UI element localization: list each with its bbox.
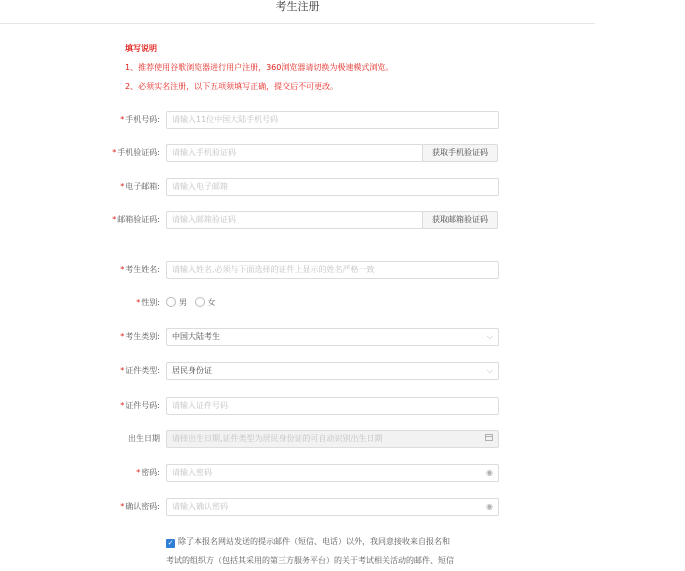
phone-code-input[interactable]: 请输入手机验证码 <box>166 144 423 162</box>
instructions <box>125 39 393 96</box>
consent-block <box>166 532 506 570</box>
gender-radio-group <box>166 294 221 312</box>
instructions-line-1: 1、推荐使用谷歌浏览器进行用户注册，360浏览器请切换为极速模式浏览。 <box>125 63 394 72</box>
required-mark: * <box>136 298 141 307</box>
phone-row <box>0 111 685 129</box>
password-row <box>0 464 685 482</box>
gender-row <box>0 294 685 312</box>
password-placeholder: 请输入密码 <box>172 468 212 477</box>
birthdate-placeholder: 请择出生日期,证件类型为居民身份证的可自动识别出生日期 <box>172 434 383 443</box>
id-number-row <box>0 397 685 415</box>
chevron-down-icon: ⌵ <box>486 366 493 375</box>
email-row <box>0 178 685 196</box>
id-type-select[interactable] <box>166 362 499 380</box>
password-label: *密码: <box>136 468 160 477</box>
required-mark: * <box>120 401 125 410</box>
consent-checkbox[interactable]: ✓ <box>167 539 174 547</box>
birthdate-row <box>0 430 685 448</box>
email-input[interactable]: 请输入电子邮箱 <box>166 178 499 196</box>
phone-code-label: *手机验证码: <box>112 148 160 157</box>
required-mark: * <box>136 468 141 477</box>
confirm-password-placeholder: 请输入确认密码 <box>172 502 228 511</box>
phone-code-row <box>0 144 685 162</box>
required-mark: * <box>120 265 125 274</box>
required-mark: * <box>112 148 117 157</box>
get-phone-code-button[interactable]: 获取手机验证码 <box>422 144 498 162</box>
name-row <box>0 261 685 279</box>
eye-icon[interactable]: ◉ <box>486 468 493 477</box>
gender-label: *性别: <box>136 298 160 307</box>
email-code-input[interactable]: 请输入邮箱验证码 <box>166 211 423 229</box>
eye-icon[interactable]: ◉ <box>486 502 493 511</box>
confirm-password-row <box>0 498 685 516</box>
instructions-title: 填写说明 <box>125 44 157 53</box>
get-email-code-button[interactable]: 获取邮箱验证码 <box>422 211 498 229</box>
category-select-value: 中国大陆考生 <box>172 332 220 341</box>
id-type-select-value: 居民身份证 <box>172 366 212 375</box>
required-mark: * <box>120 115 125 124</box>
email-code-label: *邮箱验证码: <box>112 215 160 224</box>
category-select[interactable] <box>166 328 499 346</box>
phone-input[interactable]: 请输入11位中国大陆手机号码 <box>166 111 499 129</box>
required-mark: * <box>112 215 117 224</box>
consent-line-1: ✓ 除了本报名网站发送的提示邮件（短信、电话）以外，我同意接收来自报名和 <box>167 537 450 547</box>
id-number-input[interactable]: 请输入证件号码 <box>166 397 499 415</box>
confirm-password-label: *确认密码: <box>120 502 160 511</box>
gender-option-female[interactable]: 女 <box>195 294 216 312</box>
radio-icon[interactable] <box>195 297 205 307</box>
chevron-down-icon: ⌵ <box>486 332 493 341</box>
id-type-row <box>0 362 685 380</box>
id-number-label: *证件号码: <box>120 401 160 410</box>
birthdate-input <box>166 430 499 448</box>
category-label: *考生类别: <box>120 332 160 341</box>
confirm-password-input[interactable] <box>166 498 499 516</box>
required-mark: * <box>120 366 125 375</box>
birthdate-label: 出生日期 <box>128 434 160 443</box>
required-mark: * <box>120 502 125 511</box>
page-title: 考生注册 <box>275 0 320 13</box>
consent-line-2: 考试的组织方（包括其采用的第三方服务平台）的关于考试相关活动的邮件、短信 <box>166 556 454 565</box>
password-input[interactable] <box>166 464 499 482</box>
email-code-row <box>0 211 685 229</box>
phone-label: *手机号码: <box>120 115 160 124</box>
required-mark: * <box>120 182 125 191</box>
radio-icon[interactable] <box>166 297 176 307</box>
name-label: *考生姓名: <box>120 265 160 274</box>
page-header <box>0 0 595 24</box>
category-row <box>0 328 685 346</box>
id-type-label: *证件类型: <box>120 366 160 375</box>
required-mark: * <box>120 332 125 341</box>
calendar-icon <box>485 431 493 447</box>
instructions-line-2: 2、必须实名注册，以下五项须填写正确，提交后不可更改。 <box>125 82 339 91</box>
name-input[interactable]: 请输入姓名,必须与下面选择的证件上显示的姓名严格一致 <box>166 261 499 279</box>
gender-option-male[interactable]: 男 <box>166 294 187 312</box>
email-label: *电子邮箱: <box>120 182 160 191</box>
